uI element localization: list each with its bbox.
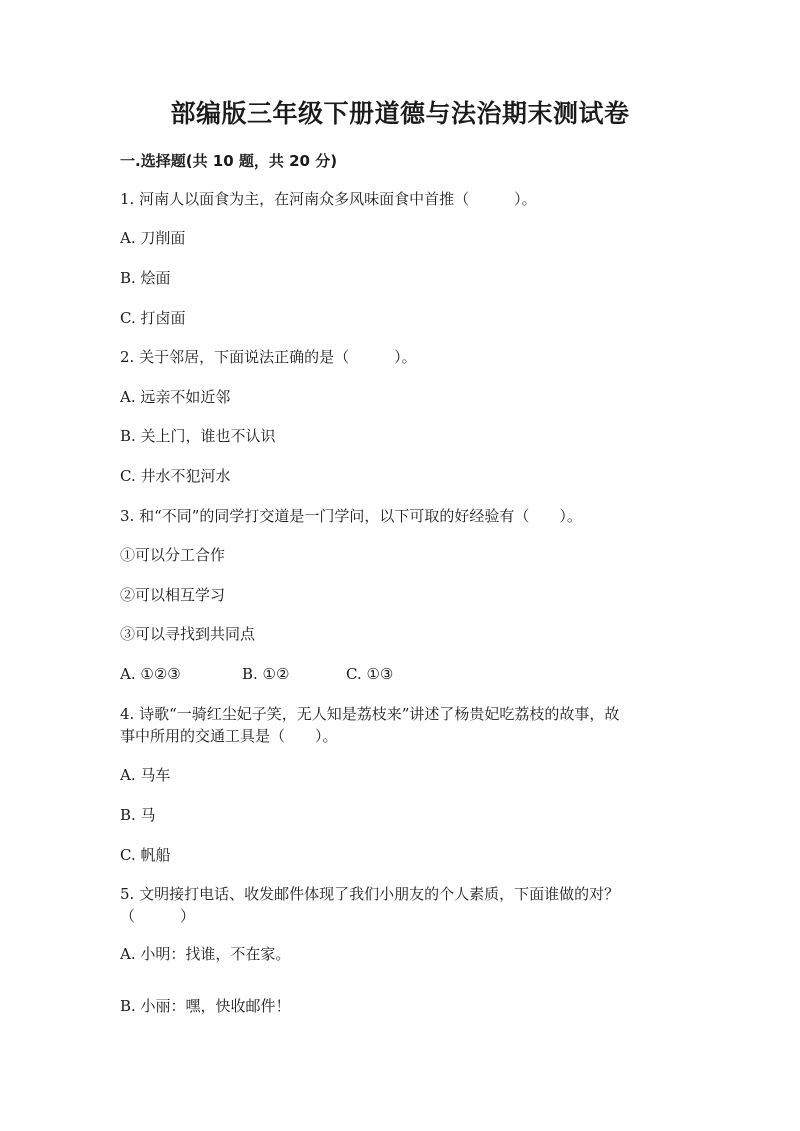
- question-3-option-a: A. ①②③: [120, 665, 181, 683]
- question-5-option-b: B. 小丽：嘿，快收邮件！: [120, 997, 291, 1015]
- question-4-stem-line-1: 4. 诗歌“一骑红尘妃子笑，无人知是荔枝来”讲述了杨贵妃吃荔枝的故事，故: [120, 705, 620, 723]
- question-5-stem-line-2: （ ）: [120, 907, 196, 925]
- question-3-item-2: ②可以相互学习: [120, 586, 226, 604]
- question-5-stem-line-1: 5. 文明接打电话、收发邮件体现了我们小朋友的个人素质，下面谁做的对？: [120, 885, 620, 903]
- question-4-option-c: C. 帆船: [120, 846, 171, 864]
- page-title: 部编版三年级下册道德与法治期末测试卷: [170, 99, 630, 128]
- question-5-option-a: A. 小明：找谁，不在家。: [120, 945, 291, 963]
- question-3-option-c: C. ①③: [346, 665, 394, 683]
- question-3-item-3: ③可以寻找到共同点: [120, 625, 256, 643]
- question-1-option-a: A. 刀削面: [120, 229, 186, 247]
- question-2-stem: 2. 关于邻居，下面说法正确的是（ ）。: [120, 348, 417, 366]
- question-3-stem: 3. 和“不同”的同学打交道是一门学问，以下可取的好经验有（ ）。: [120, 507, 582, 525]
- question-4-option-a: A. 马车: [120, 766, 171, 784]
- question-2-option-a: A. 远亲不如近邻: [120, 388, 231, 406]
- question-2-option-c: C. 井水不犯河水: [120, 467, 231, 485]
- question-1-stem: 1. 河南人以面食为主，在河南众多风味面食中首推（ ）。: [120, 190, 537, 208]
- question-4-stem-line-2: 事中所用的交通工具是（ ）。: [120, 727, 338, 745]
- question-3-option-b: B. ①②: [242, 665, 290, 683]
- question-1-option-c: C. 打卤面: [120, 309, 186, 327]
- question-3-item-1: ①可以分工合作: [120, 546, 226, 564]
- question-1-option-b: B. 烩面: [120, 269, 171, 287]
- question-4-option-b: B. 马: [120, 806, 156, 824]
- section-header: 一.选择题(共 10 题，共 20 分): [120, 152, 338, 170]
- question-2-option-b: B. 关上门，谁也不认识: [120, 427, 276, 445]
